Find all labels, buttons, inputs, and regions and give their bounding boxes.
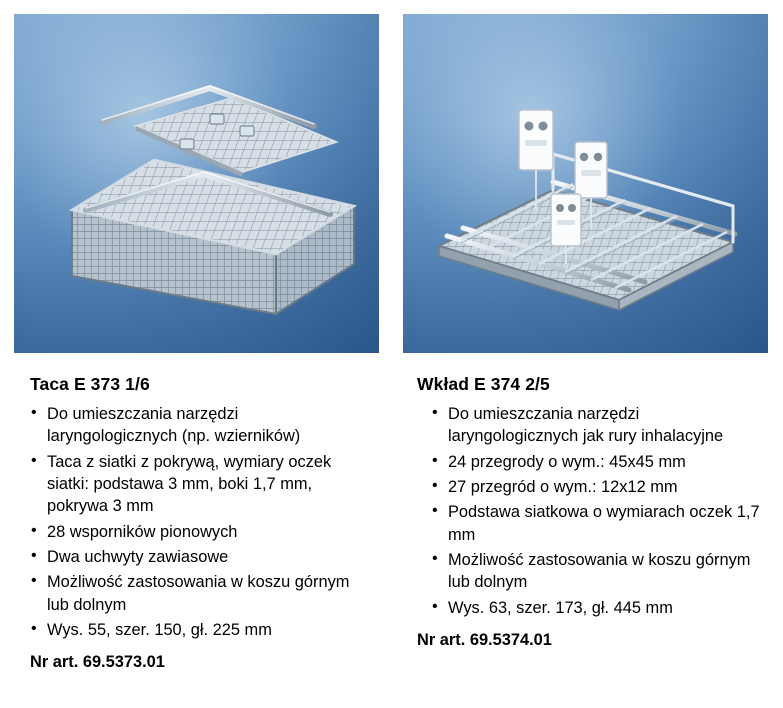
list-item: • Dwa uchwyty zawiasowe	[30, 546, 373, 568]
list-item: • Wys. 55, szer. 150, gł. 225 mm	[30, 619, 373, 641]
list-item: • 28 wsporników pionowych	[30, 521, 373, 543]
list-item: • Wys. 63, szer. 173, gł. 445 mm	[431, 597, 762, 619]
article-number: Nr art. 69.5373.01	[30, 653, 165, 672]
product-photo-tray-e373	[14, 14, 379, 353]
product-photo-insert-e374	[403, 14, 768, 353]
product-title: Wkład E 374 2/5	[417, 374, 550, 394]
product-title: Taca E 373 1/6	[30, 374, 150, 394]
product-card-right	[403, 14, 768, 672]
article-number: Nr art. 69.5374.01	[417, 630, 552, 649]
product-card-left	[14, 14, 379, 672]
list-item: • 27 przegród o wym.: 12x12 mm	[431, 476, 762, 498]
tray-illustration	[14, 14, 379, 353]
list-item: • Możliwość zastosowania w koszu górnym lub dolnym	[30, 571, 373, 616]
list-item: • Do umieszczania narzędzi laryngologicznych (np. wzierników)	[30, 403, 373, 448]
list-item: • Możliwość zastosowania w koszu górnym lub dolnym	[431, 549, 762, 594]
product-feature-list	[417, 403, 768, 622]
list-item: • Do umieszczania narzędzi laryngologicznych jak rury inhalacyjne	[431, 403, 762, 448]
list-item: • 24 przegrody o wym.: 45x45 mm	[431, 451, 762, 473]
list-item: • Taca z siatki z pokrywą, wymiary oczek siatki: podstawa 3 mm, boki 1,7 mm, pokrywa 3 mm	[30, 451, 373, 518]
insert-illustration	[403, 14, 768, 353]
list-item: • Podstawa siatkowa o wymiarach oczek 1,7 mm	[431, 501, 762, 546]
product-feature-list	[14, 403, 379, 644]
